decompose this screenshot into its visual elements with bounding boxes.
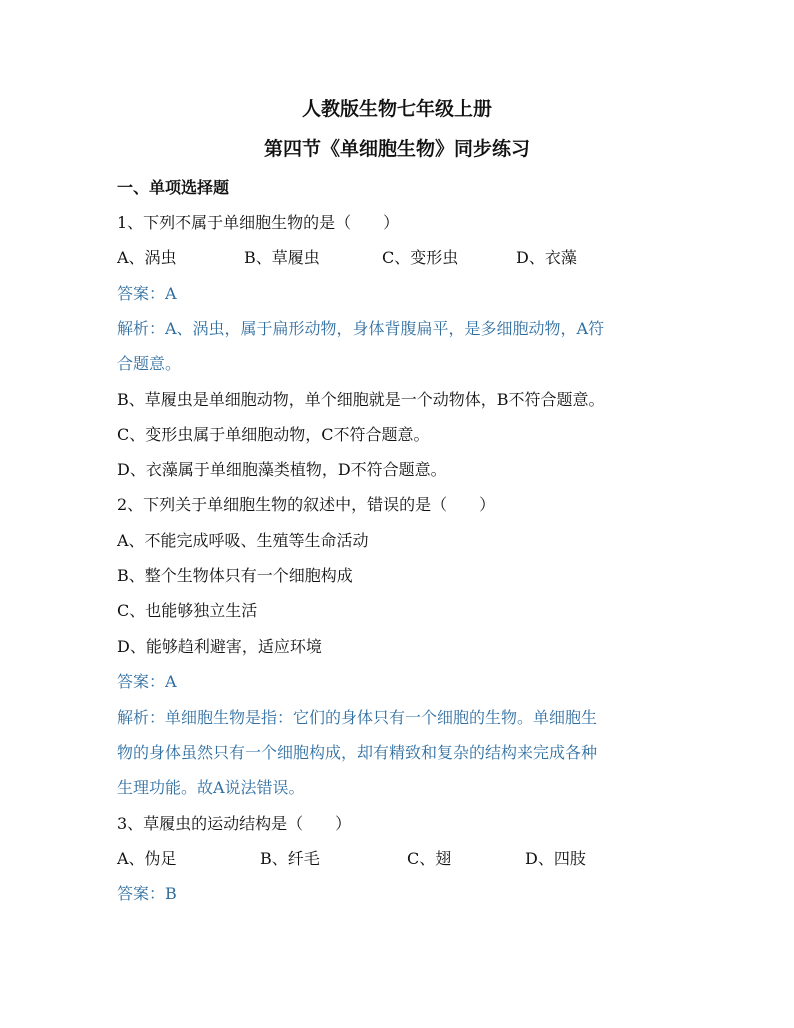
question-3-option-d: D、四肢 bbox=[525, 849, 586, 868]
question-2-stem: 2、下列关于单细胞生物的叙述中，错误的是（ ） bbox=[117, 495, 496, 514]
question-1-answer: 答案：A bbox=[117, 284, 177, 303]
question-3-option-b: B、纤毛 bbox=[260, 849, 320, 868]
question-2-analysis-line-1: 解析：单细胞生物是指：它们的身体只有一个细胞的生物。单细胞生 bbox=[117, 708, 598, 727]
question-1-option-c: C、变形虫 bbox=[382, 248, 459, 267]
document-title: 人教版生物七年级上册 bbox=[301, 98, 492, 120]
question-1-option-a: A、涡虫 bbox=[117, 248, 177, 267]
question-3-option-a: A、伪足 bbox=[117, 849, 177, 868]
question-2-option-d: D、能够趋利避害，适应环境 bbox=[117, 637, 322, 656]
question-1-note-c: C、变形虫属于单细胞动物，C不符合题意。 bbox=[117, 425, 430, 444]
question-2-analysis-line-2: 物的身体虽然只有一个细胞构成，却有精致和复杂的结构来完成各种 bbox=[117, 743, 598, 762]
question-3-answer: 答案：B bbox=[117, 884, 177, 903]
question-1-note-d: D、衣藻属于单细胞藻类植物，D不符合题意。 bbox=[117, 460, 447, 479]
question-1-option-d: D、衣藻 bbox=[516, 248, 577, 267]
question-2-option-b: B、整个生物体只有一个细胞构成 bbox=[117, 566, 353, 585]
question-1-option-b: B、草履虫 bbox=[244, 248, 320, 267]
question-3-option-c: C、翅 bbox=[407, 849, 452, 868]
document-subtitle: 第四节《单细胞生物》同步练习 bbox=[263, 138, 530, 160]
question-2-analysis-line-3: 生理功能。故A说法错误。 bbox=[117, 778, 305, 797]
section-heading: 一、单项选择题 bbox=[117, 178, 230, 197]
question-1-stem: 1、下列不属于单细胞生物的是（ ） bbox=[117, 213, 400, 232]
question-2-option-c: C、也能够独立生活 bbox=[117, 601, 258, 620]
question-1-note-b: B、草履虫是单细胞动物，单个细胞就是一个动物体，B不符合题意。 bbox=[117, 390, 605, 409]
question-1-analysis-line-1: 解析：A、涡虫，属于扁形动物，身体背腹扁平，是多细胞动物，A符 bbox=[117, 319, 605, 338]
question-2-answer: 答案：A bbox=[117, 672, 177, 691]
question-2-option-a: A、不能完成呼吸、生殖等生命活动 bbox=[117, 531, 369, 550]
question-1-analysis-line-2: 合题意。 bbox=[117, 354, 182, 373]
question-3-stem: 3、草履虫的运动结构是（ ） bbox=[117, 814, 352, 833]
